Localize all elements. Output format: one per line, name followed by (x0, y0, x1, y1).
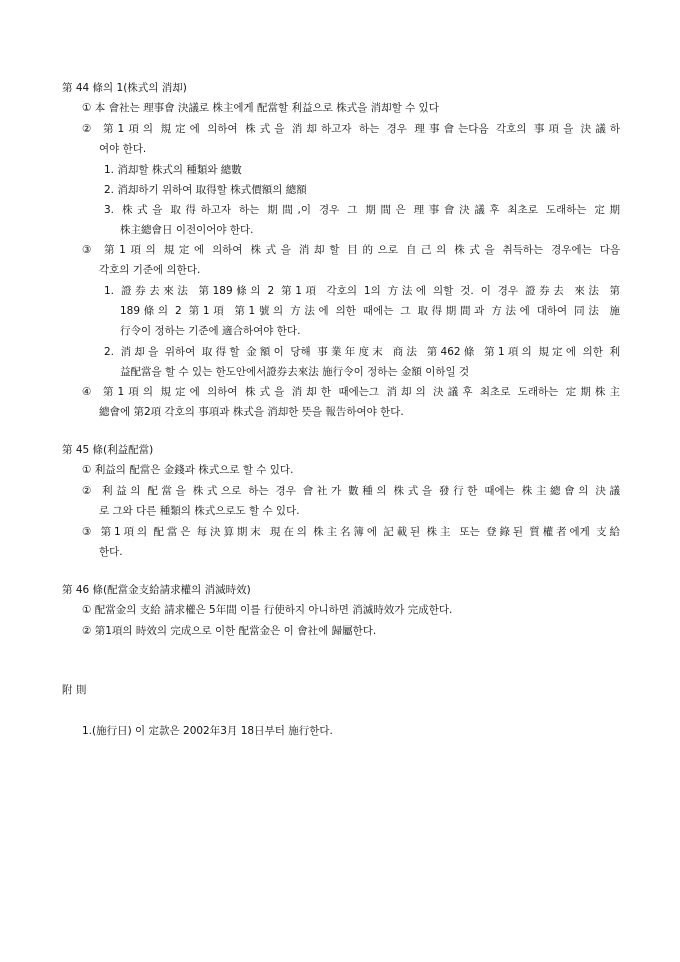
article-46-heading: 第 46 條(配當金支給請求權의 消滅時效) (62, 584, 251, 596)
article-45-clause-2-line-2: 로 그와 다른 種類의 株式으로도 할 수 있다. (99, 505, 300, 517)
article-44-clause-2-line-1: ② 第1項의 規定에 의하여 株式을 消却하고자 하는 경우 理事會는다음 각호의 事項을 決議하 (82, 123, 620, 135)
article-46-clause-2: ② 第1項의 時效의 完成으로 이한 配當金은 이 會社에 歸屬한다. (82, 625, 377, 637)
article-44-clause-4-line-1: ④ 第1項의 規定에 의하여 株式을 消却한 때에는그 消却의 決議후 최초로 도래하는 定期株主 (82, 386, 620, 398)
addenda-heading: 附 則 (62, 684, 87, 696)
article-45-clause-2-line-1: ② 利益의 配當을 株式으로 하는 경우 會社가 數種의 株式을 發行한 때에는 株主總會의 決議 (82, 485, 620, 497)
article-44-clause-3-item-2-line-2: 益配當을 할 수 있는 한도안에서證券去來法 施行令이 정하는 金額 이하일 것 (120, 366, 470, 378)
article-46-clause-1: ① 配當金의 支給 請求權은 5年間 이를 行使하지 아니하면 消滅時效가 完成한다. (82, 604, 453, 616)
article-44-clause-2-item-1: 1. 消却할 株式의 種類와 總數 (104, 164, 242, 176)
article-44-clause-2-line-2: 여야 한다. (99, 143, 147, 155)
article-44-clause-2-item-2: 2. 消却하기 위하여 取得할 株式價額의 總額 (104, 184, 307, 196)
article-44-clause-3-item-1-line-3: 行令이 정하는 기준에 適合하여야 한다. (120, 325, 301, 337)
article-44-clause-3-item-2-line-1: 2. 消却을 위하여 取得할 金額이 당해 事業年度末 商法 第462條 第1項의 規定에 의한 利 (104, 346, 620, 358)
article-44-heading: 第 44 條의 1(株式의 消却) (62, 82, 187, 94)
article-44-clause-1: ① 本 會社는 理事會 決議로 株主에게 配當할 利益으로 株式을 消却할 수 있다 (82, 102, 439, 114)
addenda-item-1: 1.(施行日) 이 定款은 2002年3月 18日부터 施行한다. (82, 725, 333, 737)
article-44-clause-3-line-2: 각호의 기준에 의한다. (99, 264, 201, 276)
article-44-clause-3-item-1-line-2: 189條의 2 第1項 第1號의 方法에 의한 때에는 그 取得期間과 方法에 대하여 同法 施 (120, 305, 620, 317)
article-44-clause-3-line-1: ③ 第1項의 規定에 의하여 株式을 消却할 目的으로 自己의 株式을 취득하는 경우에는 다음 (82, 244, 620, 256)
article-45-clause-1: ① 利益의 配當은 金錢과 株式으로 할 수 있다. (82, 464, 294, 476)
article-44-clause-3-item-1-line-1: 1. 證券去來法 第189條의 2 第1項 각호의 1의 方法에 의할 것. 이 경우 證券去 來法 第 (104, 285, 620, 297)
article-45-heading: 第 45 條(利益配當) (62, 444, 154, 456)
article-45-clause-3-line-1: ③ 第1項의 配當은 每決算期末 現在의 株主名簿에 記載된 株主 또는 登錄된 質權者에게 支給 (82, 526, 620, 538)
article-44-clause-2-item-3-line-2: 株主總會日 이전이어야 한다. (120, 224, 254, 236)
article-44-clause-2-item-3-line-1: 3. 株式을 取得하고자 하는 期間,이 경우 그 期間은 理事會決議후 최초로 도래하는 定期 (104, 204, 620, 216)
article-45-clause-3-line-2: 한다. (99, 546, 123, 558)
article-44-clause-4-line-2: 總會에 第2項 각호의 事項과 株式을 消却한 뜻을 報告하여야 한다. (99, 406, 404, 418)
